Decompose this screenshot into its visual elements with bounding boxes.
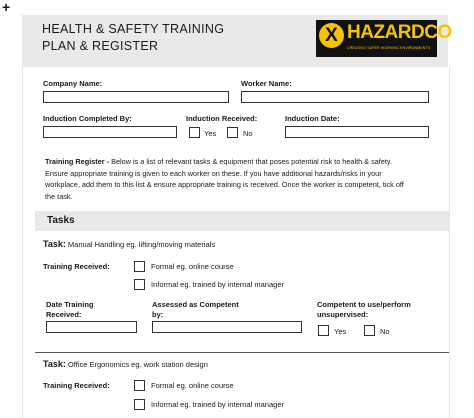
form-title <box>42 21 224 55</box>
task-1-assessed-field[interactable] <box>152 321 302 333</box>
induction-yes-label: Yes <box>204 129 217 138</box>
induction-date-field[interactable] <box>285 126 429 138</box>
task-1-competent-label <box>317 300 411 320</box>
task-2-prefix: Task: <box>43 359 66 369</box>
task-2-informal-checkbox[interactable] <box>134 399 145 410</box>
x-mark-icon: X <box>319 23 344 48</box>
task-2-training-received-label: Training Received: <box>43 381 110 390</box>
task-1-training-received-label: Training Received: <box>43 262 110 271</box>
worker-name-field[interactable] <box>241 91 429 103</box>
induction-received-label: Induction Received: <box>186 114 258 123</box>
task-1-formal-label: Formal eg. online course <box>151 262 234 271</box>
task-2-example: eg. work station design <box>129 360 208 369</box>
task-1-title <box>43 239 215 249</box>
induction-no-label: No <box>243 129 253 138</box>
form-header <box>22 15 452 67</box>
hazardco-logo <box>316 20 452 57</box>
task-1-competent-yes-checkbox[interactable] <box>318 325 329 336</box>
worker-name-label: Worker Name: <box>241 79 292 88</box>
task-1-prefix: Task: <box>43 239 66 249</box>
task-1-assessed-label-line-2: by: <box>152 310 164 319</box>
induction-date-label: Induction Date: <box>285 114 340 123</box>
task-1-competent-no-checkbox[interactable] <box>364 325 375 336</box>
form-title-line-2: PLAN & REGISTER <box>42 39 159 53</box>
form-body <box>22 67 450 418</box>
task-1-assessed-label <box>152 300 239 320</box>
task-1-informal-checkbox[interactable] <box>134 279 145 290</box>
tasks-heading: Tasks <box>47 215 75 226</box>
task-1-assessed-label-line-1: Assessed as Competent <box>152 300 239 309</box>
task-2-informal-label: Informal eg. trained by internal manager <box>151 400 284 409</box>
company-name-label: Company Name: <box>43 79 103 88</box>
task-1-date-training-field[interactable] <box>46 321 137 333</box>
task-1-competent-yes-label: Yes <box>334 327 347 336</box>
task-2-title <box>43 359 208 369</box>
task-2-name: Office Ergonomics <box>65 360 130 369</box>
form-title-line-1: HEALTH & SAFETY TRAINING <box>42 22 225 36</box>
task-1-competent-label-line-1: Competent to use/perform <box>317 300 411 309</box>
training-register-heading: Training Register - <box>45 157 110 166</box>
induction-completed-by-label: Induction Completed By: <box>43 114 132 123</box>
task-divider <box>35 352 449 353</box>
company-name-field[interactable] <box>43 91 229 103</box>
task-1-competent-label-line-2: unsupervised: <box>317 310 369 319</box>
induction-completed-by-field[interactable] <box>43 126 177 138</box>
task-1-competent-no-label: No <box>380 327 390 336</box>
tasks-section-header <box>35 211 449 231</box>
task-1-name: Manual Handling <box>65 240 125 249</box>
corner-plus-mark: + <box>2 0 11 15</box>
task-2-formal-checkbox[interactable] <box>134 380 145 391</box>
induction-no-checkbox[interactable] <box>227 127 238 138</box>
task-1-date-training-label-line-2: Received: <box>46 310 82 319</box>
task-1-date-training-label <box>46 300 94 320</box>
logo-tagline: CREATING SAFER WORKING ENVIRONMENTS <box>347 46 431 50</box>
task-1-date-training-label-line-1: Date Training <box>46 300 94 309</box>
task-1-formal-checkbox[interactable] <box>134 261 145 272</box>
task-1-example: eg. lifting/moving materials <box>124 240 216 249</box>
training-register-body: Below is a list of relevant tasks & equipment that poses potential risk to health & safety. Ensure appropriate training is given to each worker on these. If you have additional hazards/risks in your workplace, add them to this list & ensure appropriate training is received. Once the worker is competent, tick off the task. <box>45 157 404 201</box>
logo-name: HAZARDCO <box>347 22 452 43</box>
induction-yes-checkbox[interactable] <box>189 127 200 138</box>
training-register-text <box>45 156 405 202</box>
task-2-formal-label: Formal eg. online course <box>151 381 234 390</box>
task-1-informal-label: Informal eg. trained by internal manager <box>151 280 284 289</box>
